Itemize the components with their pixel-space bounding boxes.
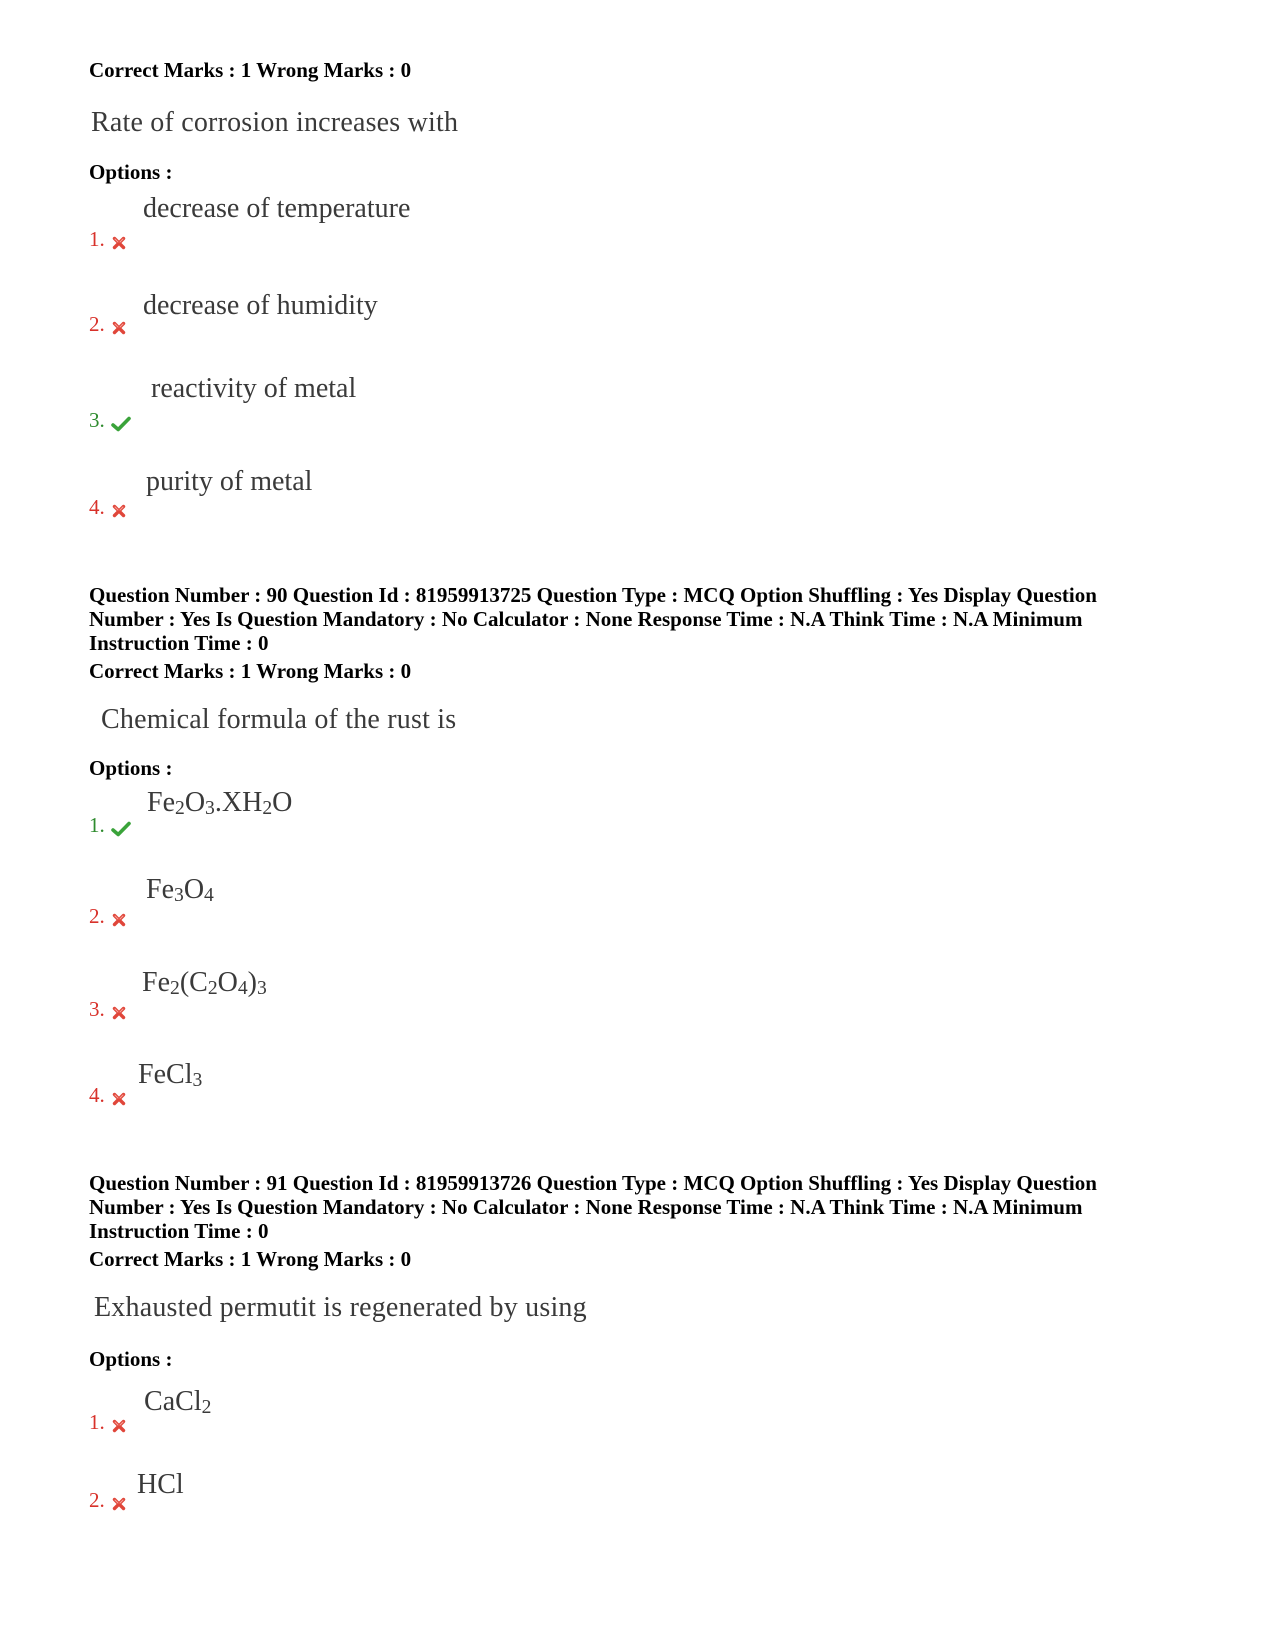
option-number-label: 3. [89, 408, 105, 432]
option-text: $Fe_3O_4$ [146, 874, 214, 906]
cross-icon [111, 1002, 129, 1018]
options-label: Options : [89, 756, 173, 780]
option-text: reactivity of metal [151, 373, 357, 404]
option-text: HCl [137, 1469, 184, 1500]
cross-icon [111, 1493, 129, 1509]
cross-icon [111, 1415, 129, 1431]
option-number-label: 4. [89, 495, 105, 519]
option-number-label: 3. [89, 997, 105, 1021]
meta-line: Number : Yes Is Question Mandatory : No Calculator : None Response Time : N.A Think Time : N.A Minimum [89, 607, 1083, 631]
question-text: Rate of corrosion increases with [91, 107, 459, 138]
meta-line: Number : Yes Is Question Mandatory : No Calculator : None Response Time : N.A Think Time : N.A Minimum [89, 1195, 1083, 1219]
question-text: Chemical formula of the rust is [101, 704, 457, 735]
option-number-label: 1. [89, 813, 105, 837]
options-label: Options : [89, 1347, 173, 1371]
option-text: $Fe_2O_3.XH_2O$ [147, 787, 293, 819]
cross-icon [111, 909, 129, 925]
option-number-label: 2. [89, 312, 105, 336]
option-text: $Fe_2(C_2O_4)_3$ [142, 967, 267, 999]
option-number-label: 1. [89, 227, 105, 251]
marks-line: Correct Marks : 1 Wrong Marks : 0 [89, 659, 412, 683]
option-number-label: 2. [89, 904, 105, 928]
meta-line: Question Number : 91 Question Id : 81959913726 Question Type : MCQ Option Shuffling : Yes Display Question [89, 1171, 1097, 1195]
meta-line: Instruction Time : 0 [89, 1219, 269, 1243]
option-text: decrease of temperature [143, 193, 411, 224]
option-number-2 [89, 904, 129, 929]
option-number-3 [89, 997, 129, 1022]
option-text: purity of metal [146, 466, 313, 497]
option-number-1 [89, 813, 129, 838]
option-text: decrease of humidity [143, 290, 378, 321]
option-number-4 [89, 495, 129, 520]
option-number-1 [89, 1410, 129, 1435]
option-text: FeCl$_3$ [138, 1059, 203, 1091]
option-number-2 [89, 312, 129, 337]
option-number-3 [89, 408, 129, 433]
cross-icon [111, 232, 129, 248]
option-number-4 [89, 1083, 129, 1108]
option-text: CaCl$_2$ [144, 1386, 212, 1418]
options-label: Options : [89, 160, 173, 184]
marks-line: Correct Marks : 1 Wrong Marks : 0 [89, 1247, 412, 1271]
check-icon [111, 818, 129, 834]
cross-icon [111, 500, 129, 516]
meta-line: Question Number : 90 Question Id : 81959913725 Question Type : MCQ Option Shuffling : Yes Display Question [89, 583, 1097, 607]
option-number-label: 1. [89, 1410, 105, 1434]
check-icon [111, 413, 129, 429]
question-meta [89, 1171, 1209, 1243]
question-text: Exhausted permutit is regenerated by using [94, 1292, 587, 1323]
option-number-label: 2. [89, 1488, 105, 1512]
option-number-2 [89, 1488, 129, 1513]
marks-line: Correct Marks : 1 Wrong Marks : 0 [89, 58, 412, 82]
option-number-1 [89, 227, 129, 252]
option-number-label: 4. [89, 1083, 105, 1107]
cross-icon [111, 1088, 129, 1104]
meta-line: Instruction Time : 0 [89, 631, 269, 655]
question-meta [89, 583, 1209, 655]
cross-icon [111, 317, 129, 333]
